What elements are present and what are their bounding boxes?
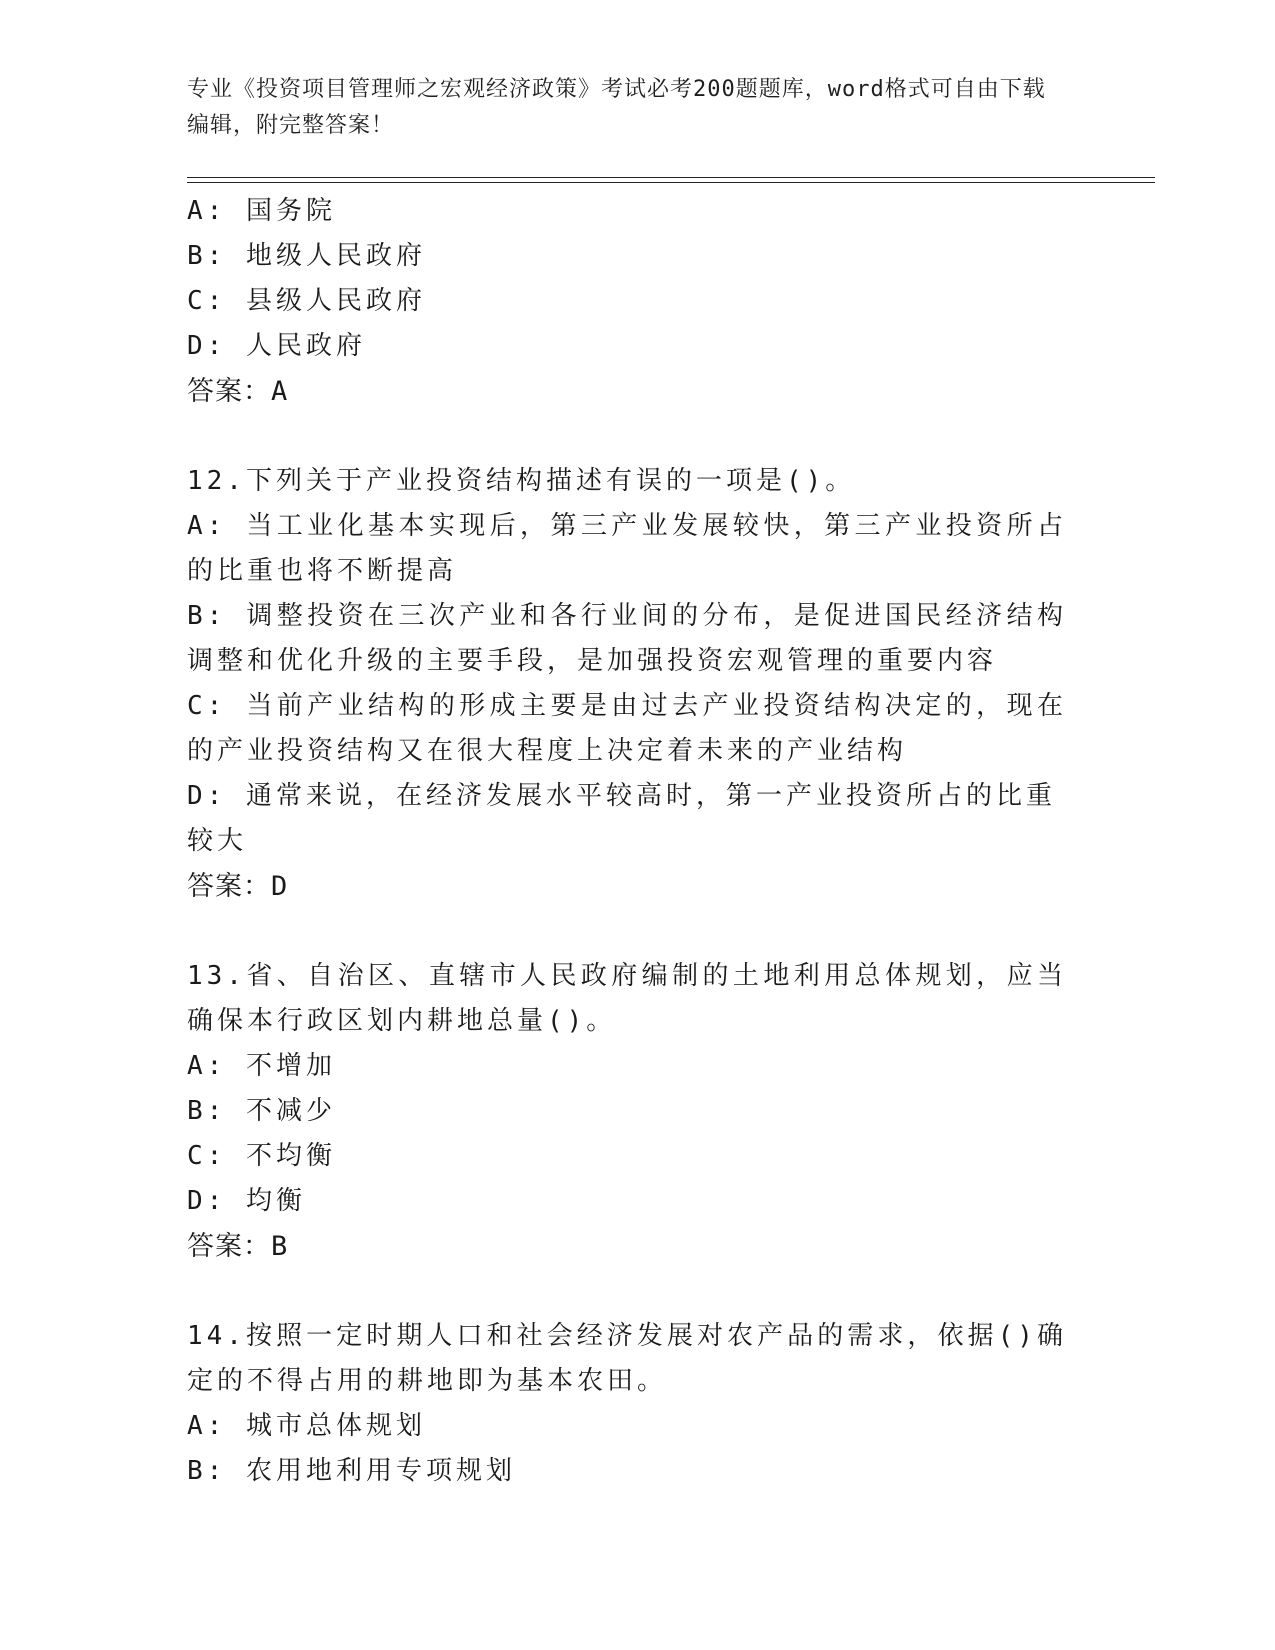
option-d: D: 通常来说，在经济发展水平较高时，第一产业投资所占的比重较大 xyxy=(187,781,1056,856)
option-b: B: 不减少 xyxy=(187,1096,336,1126)
option-b: B: 地级人民政府 xyxy=(187,241,426,271)
answer-value: B xyxy=(271,1231,289,1262)
question-stem: 13.省、自治区、直辖市人民政府编制的土地利用总体规划，应当确保本行政区划内耕地总量()。 xyxy=(187,961,1067,1036)
answer-label: 答案： xyxy=(187,871,271,902)
option-d: D: 均衡 xyxy=(187,1186,306,1216)
option-c: C: 县级人民政府 xyxy=(187,286,426,316)
header-divider-bottom xyxy=(187,182,1155,183)
answer-value: D xyxy=(271,871,289,902)
question-block-12 xyxy=(187,459,1067,909)
question-block-11 xyxy=(187,189,1067,414)
option-c: C: 不均衡 xyxy=(187,1141,336,1171)
answer-label: 答案： xyxy=(187,1231,271,1262)
question-block-13 xyxy=(187,954,1067,1269)
option-a: A: 国务院 xyxy=(187,196,336,226)
answer-line xyxy=(187,369,1067,414)
answer-label: 答案： xyxy=(187,376,271,407)
answer-line xyxy=(187,1224,1067,1269)
answer-line xyxy=(187,864,1067,909)
question-stem: 12.下列关于产业投资结构描述有误的一项是()。 xyxy=(187,466,856,496)
option-a: A: 不增加 xyxy=(187,1051,336,1081)
question-stem: 14.按照一定时期人口和社会经济发展对农产品的需求，依据()确定的不得占用的耕地即为基本农田。 xyxy=(187,1321,1067,1396)
question-block-14 xyxy=(187,1314,1067,1494)
document-header xyxy=(187,72,1067,144)
option-b: B: 调整投资在三次产业和各行业间的分布，是促进国民经济结构调整和优化升级的主要手段，是加强投资宏观管理的重要内容 xyxy=(187,601,1067,676)
header-intro-text: 专业《投资项目管理师之宏观经济政策》考试必考200题题库，word格式可自由下载编辑，附完整答案！ xyxy=(187,77,1046,138)
option-a: A: 当工业化基本实现后，第三产业发展较快，第三产业投资所占的比重也将不断提高 xyxy=(187,511,1067,586)
answer-value: A xyxy=(271,376,289,407)
header-divider-top xyxy=(187,177,1155,178)
option-b: B: 农用地利用专项规划 xyxy=(187,1456,516,1486)
option-a: A: 城市总体规划 xyxy=(187,1411,426,1441)
question-list xyxy=(187,189,1067,1494)
option-c: C: 当前产业结构的形成主要是由过去产业投资结构决定的，现在的产业投资结构又在很大程度上决定着未来的产业结构 xyxy=(187,691,1067,766)
option-d: D: 人民政府 xyxy=(187,331,366,361)
